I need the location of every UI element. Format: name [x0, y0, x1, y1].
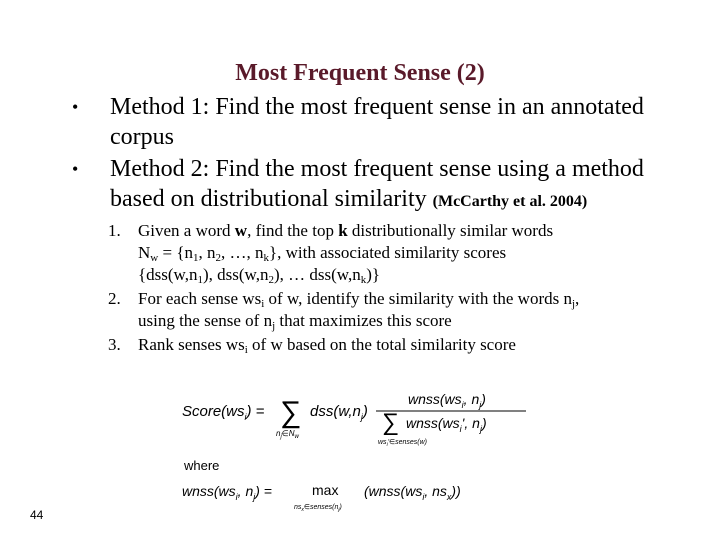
- denominator-sum-subscript: $ws_i'\in senses(w)$: [378, 439, 428, 448]
- slide-title: Most Frequent Sense (2): [235, 60, 485, 86]
- fraction-denominator: $wnss(ws_i'$, $n_j$): [406, 415, 487, 434]
- step-number: 3.: [108, 335, 121, 354]
- step-text: , …, n: [220, 243, 264, 262]
- bullet-marker: •: [72, 159, 79, 179]
- subscript: 2: [215, 252, 221, 264]
- step-var: k: [338, 221, 348, 240]
- step-text: }, with associated similarity scores: [268, 243, 507, 262]
- step-text: distributionally similar words: [347, 221, 554, 240]
- subscript: j: [571, 298, 576, 310]
- score-lhs: $Score(ws_i)$ =: [182, 403, 265, 422]
- step-text: that maximizes this score: [275, 311, 452, 330]
- subscript: k: [360, 274, 367, 286]
- citation: (McCarthy et al. 2004): [432, 193, 588, 210]
- step-3: [108, 334, 688, 356]
- where-label: where: [184, 458, 220, 473]
- step-number: 1.: [108, 221, 121, 240]
- subscript: i: [244, 344, 248, 356]
- bullet-method-2: [72, 154, 692, 217]
- sum-symbol: ∑: [280, 396, 302, 429]
- subscript: j: [272, 320, 276, 332]
- step-text: ), … dss(w,n: [273, 265, 361, 284]
- denominator-sum: ∑: [382, 409, 400, 436]
- step-number: 2.: [108, 289, 121, 308]
- sum-subscript: $n_j\in N_w$: [276, 429, 299, 440]
- subscript: i: [261, 298, 265, 310]
- step-text: {dss(w,n: [138, 265, 198, 284]
- bullet-method-1: [72, 92, 692, 152]
- step-text: Given a word: [138, 221, 235, 240]
- step-text: ), dss(w,n: [202, 265, 269, 284]
- step-text: , n: [198, 243, 216, 262]
- max-subscript: $ns_x\in senses(n_j)$: [294, 504, 342, 513]
- max-operator: max: [312, 482, 339, 498]
- step-2: [108, 288, 688, 332]
- step-var: w: [234, 221, 248, 240]
- slide-number: 44: [30, 508, 44, 522]
- bullet-text: Method 2: Find the most frequent sense using a method based on distributional similarity: [110, 156, 644, 212]
- bullet-list: [72, 92, 692, 219]
- step-text: N: [138, 243, 151, 262]
- wnss-lhs: $wnss(ws_i$, $n_j$) =: [182, 483, 272, 502]
- fraction-numerator: $wnss(ws_i$, $n_j$): [408, 391, 486, 410]
- step-text: ,: [575, 289, 580, 308]
- subscript: k: [263, 252, 269, 264]
- step-text: = {n: [158, 243, 193, 262]
- numbered-steps: [108, 220, 688, 358]
- step-text: of w, identify the similarity with the words n: [264, 289, 572, 308]
- subscript: 1: [192, 252, 199, 264]
- subscript: w: [150, 252, 159, 264]
- step-text: For each sense ws: [138, 289, 262, 308]
- step-1: [108, 220, 688, 286]
- bullet-text: Method 1: Find the most frequent sense in an annotated corpus: [110, 94, 644, 150]
- score-formula: [180, 384, 540, 516]
- subscript: 1: [197, 274, 203, 286]
- wnss-rhs: ($wnss(ws_i$, $ns_x$)): [364, 483, 461, 502]
- step-text: using the sense of n: [138, 311, 273, 330]
- step-text: )}: [366, 265, 381, 284]
- step-text: Rank senses ws: [138, 335, 245, 354]
- subscript: 2: [268, 274, 274, 286]
- step-text: of w based on the total similarity score: [247, 335, 516, 354]
- bullet-marker: •: [72, 97, 79, 117]
- dss-term: $dss(w,n_j)$: [310, 403, 368, 422]
- step-text: , find the top: [247, 221, 339, 240]
